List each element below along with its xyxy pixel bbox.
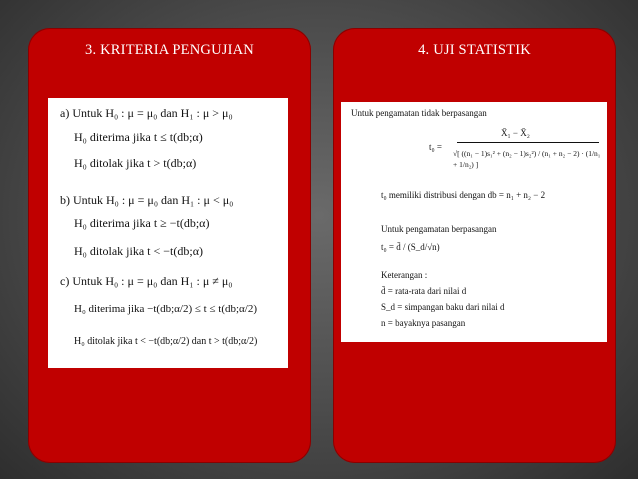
criteria-b-hypothesis: b) Untuk H₀ : μ = μ₀ dan H₁ : μ < μ₀ [60,193,234,207]
criteria-c-accept: H₀ diterima jika −t(db;α/2) ≤ t ≤ t(db;α/2) [74,303,258,315]
criteria-c-reject: H₀ ditolak jika t < −t(db;α/2) dan t > t(db;α/2) [74,336,258,347]
test-statistic-title: 4. UJI STATISTIK [418,42,531,58]
keterangan-label: Keterangan : [381,270,428,280]
paired-formula: t₀ = d̄ / (S_d/√n) [381,242,440,252]
criteria-a-reject: H₀ ditolak jika t > t(db;α) [74,156,197,170]
test-statistic-panel [341,102,607,342]
formula-numerator: X̄₁ − X̄₂ [501,128,530,138]
unpaired-heading: Untuk pengamatan tidak berpasangan [351,108,487,118]
criteria-a-accept: H₀ diterima jika t ≤ t(db;α) [74,130,203,144]
note-sd: S_d = simpangan baku dari nilai d [381,302,505,312]
paired-heading: Untuk pengamatan berpasangan [381,224,497,234]
test-statistic-card [333,28,616,463]
t0-label: t₀ = [429,142,442,152]
criteria-c-hypothesis: c) Untuk H₀ : μ = μ₀ dan H₁ : μ ≠ μ₀ [60,274,233,288]
distribution-note: t₀ memiliki distribusi dengan db = n₁ + n₂ − 2 [381,190,546,200]
criteria-card [28,28,311,463]
criteria-b-reject: H₀ ditolak jika t < −t(db;α) [74,244,203,258]
criteria-a-hypothesis: a) Untuk H₀ : μ = μ₀ dan H₁ : μ > μ₀ [60,106,233,120]
formula-denominator: √[ ((n₁ − 1)s₁² + (n₂ − 1)s₂²) / (n₁ + n₂ − 2) · (1/n₁ + 1/n₂) ] [453,149,601,169]
criteria-title: 3. KRITERIA PENGUJIAN [85,42,254,58]
note-dbar: d̄ = rata-rata dari nilai d [381,286,467,296]
criteria-b-accept: H₀ diterima jika t ≥ −t(db;α) [74,216,210,230]
criteria-panel [48,98,288,368]
note-n: n = bayaknya pasangan [381,318,466,328]
fraction-bar [457,142,599,143]
